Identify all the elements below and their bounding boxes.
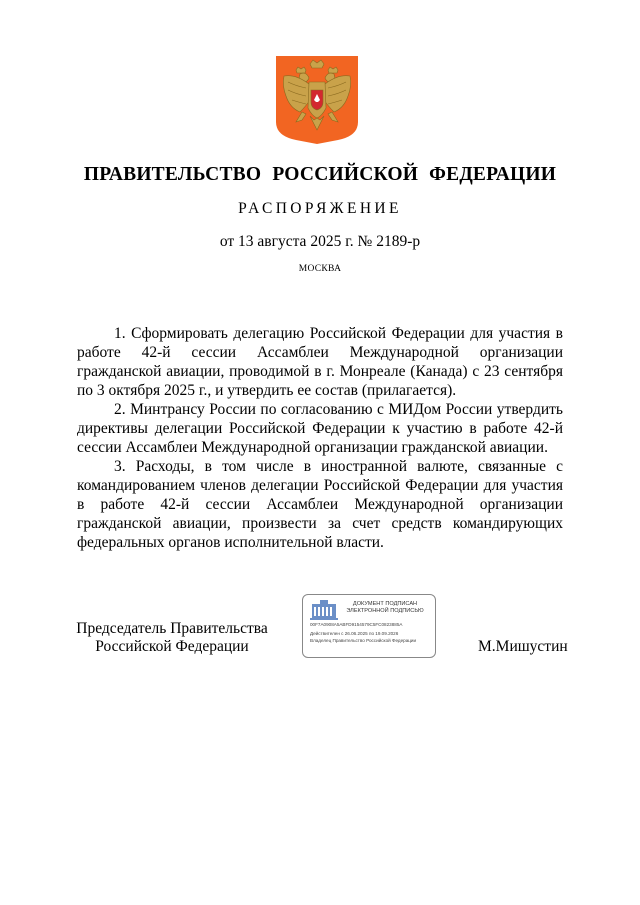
esign-heading-line-2: ЭЛЕКТРОННОЙ ПОДПИСЬЮ: [346, 608, 424, 614]
document-date-number: от 13 августа 2025 г. № 2189-р: [219, 233, 421, 250]
esign-heading: [339, 601, 431, 615]
electronic-signature-stamp: [302, 594, 436, 658]
document-body: [77, 324, 563, 552]
signer-title-line-1: Председатель Правительства: [76, 620, 268, 637]
signer-title-line-2: Российской Федерации: [95, 638, 249, 655]
signer-name: М.Мишустин: [478, 638, 568, 655]
signer-title: [72, 620, 272, 656]
paragraph-3: 3. Расходы, в том числе в иностранной валюте, связанные с командированием членов делегации Российской Федерации для участия в работе 42-й сессии Ассамблеи Международной организации гражданской авиации, произвести за счет средств командирующих федеральных органов исполнительной власти.: [77, 458, 563, 551]
paragraph-2: 2. Минтрансу России по согласованию с МИДом России утвердить директивы делегации Российской Федерации к участию в работе 42-й сессии Ассамблеи Международной организации гражданской авиации.: [77, 401, 563, 456]
esign-certificate: 00F7A0908A5ABFD9154579C5FC0823885A: [310, 622, 403, 627]
government-building-icon: [309, 600, 339, 620]
document-type: РАСПОРЯЖЕНИЕ: [238, 200, 402, 217]
government-title: ПРАВИТЕЛЬСТВО РОССИЙСКОЙ ФЕДЕРАЦИИ: [83, 164, 557, 185]
esign-owner: Владелец Правительство Российской Федерации: [310, 638, 417, 643]
paragraph-1: 1. Сформировать делегацию Российской Федерации для участия в работе 42-й сессии Ассамблеи Международной организации гражданской авиации, проводимой в г. Монреале (Канада) с 23 сентября по 3 октября 2025 г., и утвердить ее состав (прилагается).: [77, 325, 563, 399]
esign-heading-line-1: ДОКУМЕНТ ПОДПИСАН: [352, 601, 418, 607]
esign-validity: Действителен с 26.06.2025 по 19.09.2026: [310, 631, 399, 636]
russian-coat-of-arms-icon: [276, 56, 358, 144]
city: МОСКВА: [298, 264, 342, 274]
